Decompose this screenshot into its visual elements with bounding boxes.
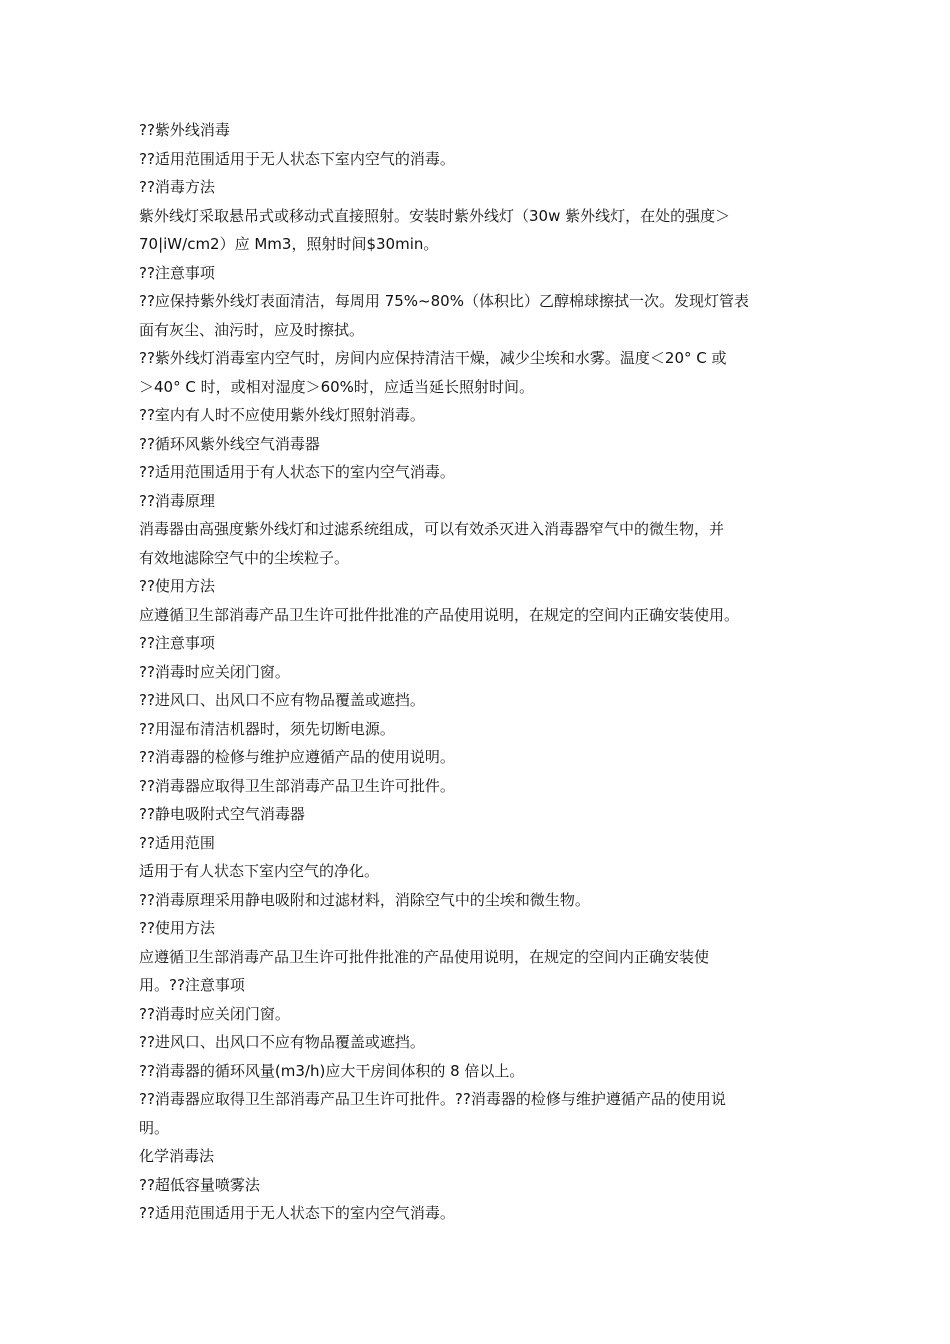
text-line: ??进风口、出风口不应有物品覆盖或遮挡。 (139, 691, 425, 709)
heading-usage: ??使用方法 (139, 577, 215, 595)
text-line: 面有灰尘、油污时，应及时擦拭。 (139, 320, 365, 339)
text-line: 用。??注意事项 (139, 976, 245, 994)
heading-method: ??消毒方法 (139, 178, 215, 196)
text-line: ??室内有人时不应使用紫外线灯照射消毒。 (139, 406, 425, 424)
text-line: 有效地滤除空气中的尘埃粒子。 (139, 548, 350, 567)
text-line: ??消毒器的循环风量(m3/h)应大干房间体积的 8 倍以上。 (139, 1061, 525, 1080)
text-line: ??消毒器应取得卫生部消毒产品卫生许可批件。??消毒器的检修与维护遵循产品的使用说 (139, 1090, 726, 1108)
heading-scope: ??适用范围 (139, 833, 215, 852)
heading-uv-disinfection: ??紫外线消毒 (139, 121, 230, 139)
text-line: ??适用范围适用于有人状态下的室内空气消毒。 (139, 463, 455, 481)
text-line: ??应保持紫外线灯表面清洁，每周用 75%~80%（体积比）乙醇棉球擦拭一次。发现灯管表 (139, 292, 749, 310)
heading-ulv-spray: ??超低容量喷雾法 (139, 1175, 260, 1194)
heading-circulating-uv: ??循环风紫外线空气消毒器 (139, 434, 320, 453)
heading-notes: ??注意事项 (139, 634, 215, 652)
text-line: 适用于有人状态下室内空气的净化。 (139, 862, 380, 880)
heading-usage: ??使用方法 (139, 919, 215, 937)
text-line: 紫外线灯采取悬吊式或移动式直接照射。安装时紫外线灯（30w 紫外线灯，在处的强度＞ (139, 206, 731, 225)
text-line: ??消毒原理采用静电吸附和过滤材料，消除空气中的尘埃和微生物。 (139, 890, 590, 909)
heading-notes: ??注意事项 (139, 263, 215, 282)
heading-chemical: 化学消毒法 (139, 1147, 215, 1165)
text-line: 消毒器由高强度紫外线灯和过滤系统组成，可以有效杀灭进入消毒器窄气中的微生物，并 (139, 520, 725, 538)
text-line: ??进风口、出风口不应有物品覆盖或遮挡。 (139, 1033, 425, 1051)
text-line: ??用湿布清洁机器时，须先切断电源。 (139, 719, 395, 738)
text-line: 明。 (139, 1118, 170, 1137)
text-line: ??紫外线灯消毒室内空气时，房间内应保持清洁干燥，减少尘埃和水雾。温度＜20° C 或 (139, 349, 727, 367)
text-line: 应遵循卫生部消毒产品卫生许可批件批准的产品使用说明，在规定的空间内正确安装使 (139, 947, 710, 966)
text-line: 70|iW/cm2）应 Mm3，照射时间$30min。 (139, 235, 439, 253)
text-line: 应遵循卫生部消毒产品卫生许可批件批准的产品使用说明，在规定的空间内正确安装使用。 (139, 605, 740, 624)
text-line: ??适用范围适用于无人状态下室内空气的消毒。 (139, 149, 455, 168)
document-page (139, 116, 819, 1228)
text-line: ＞40° C 时，或相对湿度＞60%时，应适当延长照射时间。 (139, 377, 534, 396)
text-line: ??消毒时应关闭门窗。 (139, 1004, 290, 1023)
text-line: ??消毒时应关闭门窗。 (139, 662, 290, 681)
heading-principle: ??消毒原理 (139, 491, 215, 510)
text-line: ??消毒器应取得卫生部消毒产品卫生许可批件。 (139, 776, 455, 795)
text-line: ??消毒器的检修与维护应遵循产品的使用说明。 (139, 748, 455, 766)
text-line: ??适用范围适用于无人状态下的室内空气消毒。 (139, 1204, 455, 1222)
heading-electrostatic: ??静电吸附式空气消毒器 (139, 805, 305, 823)
